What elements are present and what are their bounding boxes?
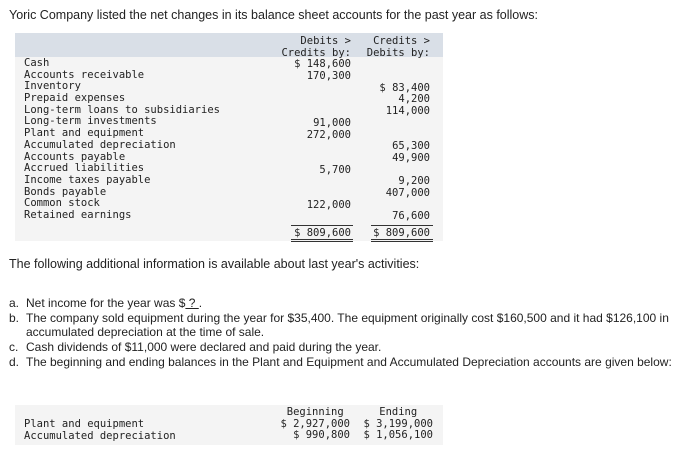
item-text: The beginning and ending balances in the Plant and Equipment and Accumulated Depreciation accounts are given below: bbox=[26, 355, 672, 369]
beginning-value: $ 2,927,000 bbox=[280, 417, 350, 430]
plant-balances-table bbox=[15, 405, 443, 445]
debit-value bbox=[281, 153, 351, 165]
debit-value: $ 148,600 bbox=[294, 58, 351, 71]
account-name: Plant and equipment bbox=[24, 127, 145, 140]
credit-value bbox=[367, 118, 430, 130]
ending-value: $ 3,199,000 bbox=[363, 417, 433, 430]
item-text: The company sold equipment during the year for $35,400. The equipment originally cost $160,500 and it had $126,100 in accumulated depreciation at the time of sale. bbox=[26, 311, 669, 339]
credits-double-rule-2 bbox=[371, 241, 433, 242]
net-income-blank: ? bbox=[185, 296, 199, 310]
item-label: a. bbox=[9, 296, 20, 310]
credit-value: $ 83,400 bbox=[379, 81, 430, 94]
credit-value: 9,200 bbox=[398, 175, 430, 188]
list-item bbox=[9, 296, 689, 310]
additional-info-heading: The following additional information is available about last year's activities: bbox=[9, 257, 420, 271]
ending-value: $ 1,056,100 bbox=[363, 429, 433, 442]
debit-value bbox=[281, 176, 351, 188]
account-names-column bbox=[24, 58, 220, 222]
account-name: Long-term investments bbox=[24, 115, 157, 128]
credit-value: 4,200 bbox=[398, 93, 430, 106]
account-name: Accounts payable bbox=[24, 150, 126, 163]
beginning-value: $ 990,800 bbox=[293, 429, 350, 442]
credits-double-rule bbox=[371, 239, 433, 240]
debit-value bbox=[281, 141, 351, 153]
account-name: Common stock bbox=[24, 197, 100, 210]
credits-header-line2: Debits by: bbox=[366, 46, 430, 59]
debit-value bbox=[281, 211, 351, 223]
ending-header: Ending bbox=[379, 406, 418, 418]
account-name: Retained earnings bbox=[24, 208, 132, 221]
debits-total-rule bbox=[291, 225, 353, 226]
credit-value bbox=[367, 59, 430, 71]
debit-value: 5,700 bbox=[319, 163, 351, 176]
beginning-header: Beginning bbox=[286, 406, 344, 418]
credit-value: 49,900 bbox=[392, 151, 430, 164]
item-text: Cash dividends of $11,000 were declared and paid during the year. bbox=[26, 340, 382, 354]
item-label: b. bbox=[9, 311, 20, 325]
debit-value bbox=[281, 94, 351, 106]
debit-value bbox=[281, 83, 351, 95]
debits-total: $ 809,600 bbox=[294, 227, 351, 239]
credit-value: 407,000 bbox=[385, 186, 430, 199]
balances-account-column bbox=[24, 419, 176, 442]
credits-column bbox=[367, 36, 430, 223]
account-name: Long-term loans to subsidiaries bbox=[24, 103, 220, 116]
item-label: c. bbox=[9, 340, 19, 354]
intro-text: Yoric Company listed the net changes in its balance sheet accounts for the past year as follows: bbox=[9, 8, 539, 22]
account-name: Income taxes payable bbox=[24, 173, 151, 186]
additional-info-list bbox=[9, 296, 689, 370]
debit-value: 91,000 bbox=[313, 116, 351, 129]
item-text: Net income for the year was $ bbox=[26, 296, 186, 310]
credits-header-line1: Credits > bbox=[373, 35, 430, 47]
credit-value: 65,300 bbox=[392, 140, 430, 153]
account-name: Inventory bbox=[24, 80, 81, 93]
account-name: Prepaid expenses bbox=[24, 92, 126, 105]
debit-value: 122,000 bbox=[306, 198, 351, 211]
debit-value: 170,300 bbox=[306, 70, 351, 83]
debits-column bbox=[281, 36, 351, 223]
debit-value: 272,000 bbox=[306, 128, 351, 141]
account-name: Accrued liabilities bbox=[24, 162, 145, 175]
item-label: d. bbox=[9, 355, 20, 369]
debit-value bbox=[281, 188, 351, 200]
account-name: Accumulated depreciation bbox=[24, 429, 176, 442]
credits-total: $ 809,600 bbox=[373, 227, 430, 239]
credit-value: 114,000 bbox=[385, 105, 430, 118]
list-item bbox=[9, 340, 689, 354]
debits-double-rule-2 bbox=[291, 241, 353, 242]
account-name: Accounts receivable bbox=[24, 68, 145, 81]
account-name: Accumulated depreciation bbox=[24, 138, 176, 151]
beginning-column bbox=[280, 407, 350, 442]
credits-total-rule bbox=[371, 225, 433, 226]
list-item bbox=[9, 355, 689, 369]
account-name: Cash bbox=[24, 57, 50, 69]
debits-double-rule bbox=[291, 239, 353, 240]
item-text-end: . bbox=[198, 296, 203, 310]
debits-header-line1: Debits > bbox=[300, 35, 351, 47]
debits-header-line2: Credits by: bbox=[281, 46, 351, 59]
balance-changes-table bbox=[15, 33, 443, 241]
account-name: Plant and equipment bbox=[24, 418, 145, 430]
credit-value: 76,600 bbox=[392, 210, 430, 223]
account-name: Bonds payable bbox=[24, 185, 107, 198]
credit-value bbox=[367, 71, 430, 83]
list-item bbox=[9, 311, 689, 339]
ending-column bbox=[363, 407, 433, 442]
